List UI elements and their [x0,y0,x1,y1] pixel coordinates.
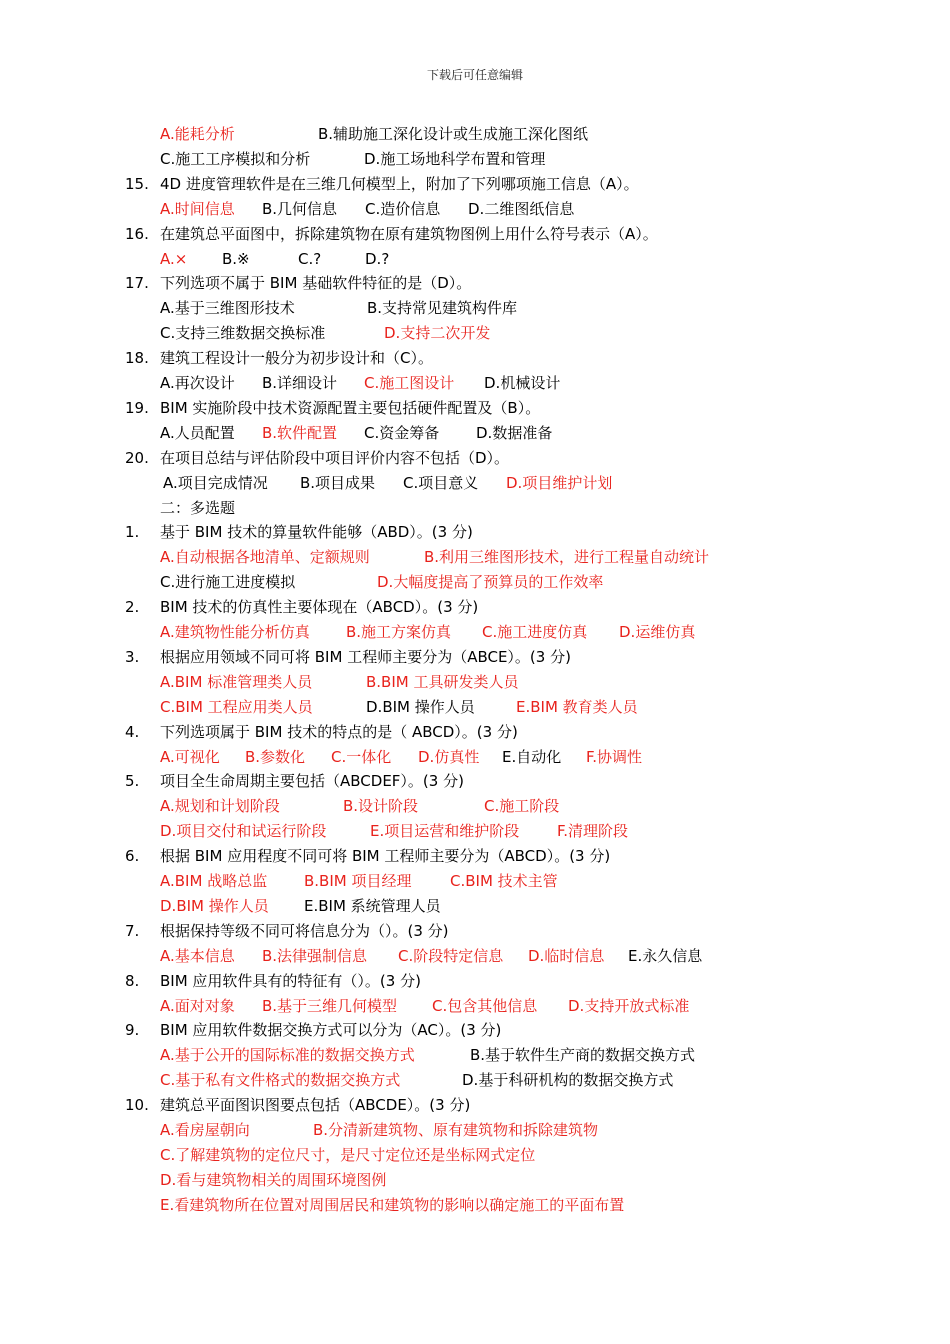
answer-option: D.二维图纸信息 [468,199,575,218]
answer-option-correct: E.项目运营和维护阶段 [370,822,520,841]
question-number: 20. [125,448,149,467]
answer-option: B.※ [222,249,250,268]
question-text: 在建筑总平面图中，拆除建筑物在原有建筑物图例上用什么符号表示（A）。 [160,224,658,243]
question-text: 项目全生命周期主要包括（ABCDEF）。(3 分) [160,772,464,791]
question-line [0,969,950,994]
option-line [0,122,950,147]
answer-option-correct: A.BIM 战略总监 [160,872,268,890]
option-line [0,1068,950,1093]
page-header: 下载后可任意编辑 [426,68,523,82]
answer-option: D.施工场地科学布置和管理 [364,149,546,168]
question-number: 16. [125,224,149,243]
question-line [0,919,950,944]
option-line [0,496,950,521]
answer-option-correct: C.BIM 工程应用类人员 [160,697,313,716]
option-line [0,321,950,346]
option-line [0,944,950,969]
option-line [0,570,950,595]
answer-option: C.进行施工进度模拟 [160,573,296,592]
question-number: 17. [125,274,149,293]
question-text: BIM 实施阶段中技术资源配置主要包括硬件配置及（B）。 [160,398,541,417]
answer-option-correct: C.一体化 [331,747,392,766]
question-text: 基于 BIM 技术的算量软件能够（ABD）。(3 分) [160,523,473,542]
answer-option: A.基于三维图形技术 [160,299,295,318]
answer-option-correct: A.看房屋朝向 [160,1121,250,1139]
question-number: 2. [125,598,140,617]
answer-option-correct: F.清理阶段 [557,822,628,841]
answer-option: C.造价信息 [365,199,441,218]
question-line [0,595,950,620]
answer-option-correct: B.基于三维几何模型 [262,996,398,1015]
question-line [0,844,950,869]
answer-option-correct: D.大幅度提高了预算员的工作效率 [377,573,604,592]
question-text: BIM 应用软件具有的特征有（）。(3 分) [160,971,421,990]
answer-option: B.支持常见建筑构件库 [367,299,518,318]
question-number: 8. [125,971,140,990]
answer-option: B.项目成果 [300,473,376,492]
answer-option-correct: C.施工图设计 [364,374,455,392]
option-line [0,471,950,496]
answer-option-correct: D.支持二次开发 [384,324,491,343]
question-text: 在项目总结与评估阶段中项目评价内容不包括（D）。 [160,448,510,467]
answer-option-correct: C.包含其他信息 [432,996,538,1015]
answer-option-correct: A.建筑物性能分析仿真 [160,623,310,641]
answer-option: C.? [298,249,322,268]
answer-option-correct: B.设计阶段 [343,797,419,816]
answer-option: 二：多选题 [160,498,236,517]
option-line [0,695,950,720]
option-line [0,894,950,919]
option-line [0,1193,950,1218]
answer-option: B.辅助施工深化设计或生成施工深化图纸 [318,125,589,143]
option-line [0,247,950,272]
answer-option: A.再次设计 [160,374,235,392]
question-text: 4D 进度管理软件是在三维几何模型上，附加了下列哪项施工信息（A）。 [160,174,639,193]
answer-option-correct: B.分清新建筑物、原有建筑物和拆除建筑物 [313,1121,599,1139]
answer-option-correct: C.了解建筑物的定位尺寸，是尺寸定位还是坐标网式定位 [160,1145,536,1164]
option-line [0,1143,950,1168]
question-number: 5. [125,772,140,791]
answer-option: C.项目意义 [403,473,479,492]
question-text: 建筑总平面图识图要点包括（ABCDE）。(3 分) [160,1096,471,1115]
question-text: 根据保持等级不同可将信息分为（）。(3 分) [160,921,449,940]
question-number: 6. [125,847,140,866]
question-number: 4. [125,722,140,741]
answer-option-correct: A.能耗分析 [160,125,235,143]
answer-option-correct: B.BIM 工具研发类人员 [366,672,519,691]
answer-option-correct: A.自动根据各地清单、定额规则 [160,548,370,567]
option-line [0,869,950,894]
option-line [0,421,950,446]
answer-option: E.BIM 系统管理人员 [304,896,441,915]
answer-option: E.自动化 [502,747,562,766]
answer-option-correct: A.基于公开的国际标准的数据交换方式 [160,1046,415,1065]
answer-option: A.项目完成情况 [163,473,268,492]
answer-option-correct: C.阶段特定信息 [398,946,504,965]
question-line [0,520,950,545]
option-line [0,147,950,172]
answer-option-correct: A.可视化 [160,747,220,766]
answer-option: E.永久信息 [628,946,703,965]
answer-option-correct: D.仿真性 [418,747,480,766]
answer-option: B.基于软件生产商的数据交换方式 [470,1046,696,1065]
question-line [0,222,950,247]
answer-option: B.详细设计 [262,374,338,392]
option-line [0,1118,950,1143]
answer-option-correct: C.施工进度仿真 [482,623,588,641]
question-number: 15. [125,174,149,193]
answer-option: C.资金筹备 [364,423,440,442]
answer-option-correct: A.时间信息 [160,199,235,218]
option-line [0,1043,950,1068]
answer-option: C.施工工序模拟和分析 [160,149,311,168]
answer-option-correct: E.BIM 教育类人员 [516,697,638,716]
answer-option-correct: F.协调性 [586,747,642,766]
answer-option: A.人员配置 [160,423,235,442]
option-line [0,620,950,645]
question-line [0,172,950,197]
option-line [0,745,950,770]
question-line [0,271,950,296]
answer-option-correct: B.参数化 [245,747,306,766]
answer-option-correct: B.施工方案仿真 [346,623,452,641]
option-line [0,1168,950,1193]
question-number: 3. [125,647,140,666]
question-line [0,1093,950,1118]
option-line [0,371,950,396]
question-line [0,769,950,794]
answer-option-correct: C.施工阶段 [484,797,560,816]
question-text: BIM 技术的仿真性主要体现在（ABCD）。(3 分) [160,598,479,617]
question-line [0,446,950,471]
question-line [0,720,950,745]
answer-option: B.几何信息 [262,199,338,218]
answer-option: D.基于科研机构的数据交换方式 [462,1071,674,1090]
answer-option-correct: A.BIM 标准管理类人员 [160,672,313,691]
answer-option-correct: C.基于私有文件格式的数据交换方式 [160,1071,401,1090]
answer-option: D.BIM 操作人员 [366,697,475,716]
answer-option-correct: A.面对对象 [160,996,235,1015]
question-text: 建筑工程设计一般分为初步设计和（C）。 [160,349,433,368]
answer-option-correct: A.基本信息 [160,946,235,965]
question-text: 下列选项不属于 BIM 基础软件特征的是（D）。 [160,274,472,293]
question-line [0,346,950,371]
answer-option-correct: D.BIM 操作人员 [160,896,269,915]
answer-option-correct: D.项目维护计划 [506,473,613,492]
question-number: 10. [125,1096,149,1115]
answer-option-correct: D.临时信息 [528,946,605,965]
answer-option-correct: D.运维仿真 [619,623,696,641]
answer-option-correct: D.看与建筑物相关的周围环境图例 [160,1170,387,1189]
option-line [0,670,950,695]
answer-option-correct: A.规划和计划阶段 [160,797,280,816]
question-text: 根据应用领域不同可将 BIM 工程师主要分为（ABCE）。(3 分) [160,647,571,666]
question-text: 下列选项属于 BIM 技术的特点的是（ ABCD）。(3 分) [160,722,518,741]
option-line [0,819,950,844]
answer-option-correct: A.× [160,249,188,268]
option-line [0,296,950,321]
question-number: 19. [125,398,149,417]
answer-option-correct: B.利用三维图形技术，进行工程量自动统计 [424,548,710,567]
answer-option-correct: B.软件配置 [262,423,338,442]
question-number: 7. [125,921,140,940]
answer-option-correct: C.BIM 技术主管 [450,872,558,890]
answer-option-correct: E.看建筑物所在位置对周围居民和建筑物的影响以确定施工的平面布置 [160,1195,625,1214]
question-number: 18. [125,349,149,368]
question-text: BIM 应用软件数据交换方式可以分为（AC）。(3 分) [160,1021,502,1040]
question-line [0,1018,950,1043]
option-line [0,197,950,222]
question-number: 9. [125,1021,140,1040]
option-line [0,994,950,1019]
answer-option: D.数据准备 [476,423,553,442]
answer-option: D.? [365,249,390,268]
answer-option-correct: D.支持开放式标准 [568,996,690,1015]
question-line [0,396,950,421]
option-line [0,794,950,819]
answer-option-correct: B.法律强制信息 [262,946,368,965]
answer-option-correct: D.项目交付和试运行阶段 [160,822,327,841]
answer-option: D.机械设计 [484,374,561,392]
question-line [0,645,950,670]
option-line [0,545,950,570]
question-number: 1. [125,523,140,542]
answer-option-correct: B.BIM 项目经理 [304,872,412,890]
answer-option: C.支持三维数据交换标准 [160,324,326,343]
question-text: 根据 BIM 应用程度不同可将 BIM 工程师主要分为（ABCD）。(3 分) [160,847,611,866]
